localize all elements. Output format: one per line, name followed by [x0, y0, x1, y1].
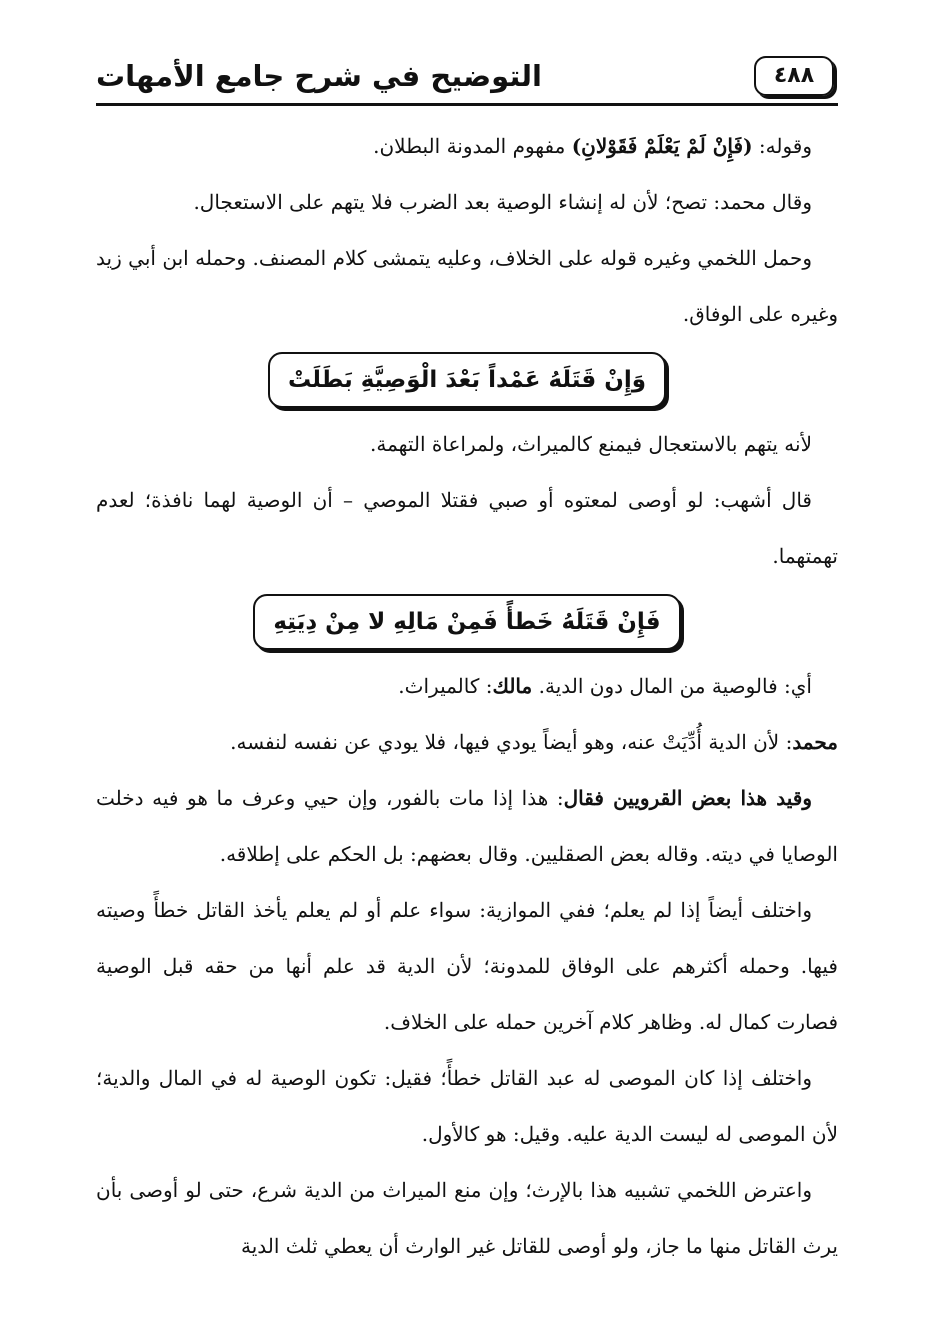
paragraph: واختلف أيضاً إذا لم يعلم؛ ففي الموازية: سواء علم أو لم يعلم يأخذ القاتل خطأً وصيته فيها. وحمله أكثرهم على الوفاق للمدونة؛ لأن الدية قد علم أنها من حقه قبل الوصية فصارت كمال له. وظاهر كلام آخرين حمله على الخلاف.: [96, 898, 838, 1034]
page-number: ٤٨٨: [754, 56, 834, 96]
paragraph: وقيد هذا بعض القرويين فقال: هذا إذا مات بالفور، وإن حيي وعرف ما هو فيه دخلت الوصايا في ديته. وقاله بعض الصقليين. وقال بعضهم: بل الحكم على إطلاقه.: [96, 786, 838, 866]
matn-text: فَإِنْ قَتَلَهُ خَطأً فَمِنْ مَالِهِ لا مِنْ دِيَتِهِ: [253, 594, 680, 650]
paragraph: واختلف إذا كان الموصى له عبد القاتل خطأً؛ فقيل: تكون الوصية له في المال والدية؛ لأن الموصى له ليست الدية عليه. وقيل: هو كالأول.: [96, 1066, 838, 1146]
paragraph: وقال محمد: تصح؛ لأن له إنشاء الوصية بعد الضرب فلا يتهم على الاستعجال.: [193, 190, 812, 214]
paragraph: وقوله: (فَإِنْ لَمْ يَعْلَمْ فَقَوْلانِ) مفهوم المدونة البطلان.: [373, 134, 812, 158]
paragraph: أي: فالوصية من المال دون الدية. مالك: كالميراث.: [398, 674, 812, 698]
paragraph: محمد: لأن الدية أُدِّيَتْ عنه، وهو أيضاً يودي فيها، فلا يودي عن نفسه لنفسه.: [230, 730, 838, 754]
header-divider: [96, 103, 838, 106]
scholar-name: محمد: [792, 730, 838, 754]
matn-text: وَإِنْ قَتَلَهُ عَمْداً بَعْدَ الْوَصِيَّةِ بَطَلَتْ: [268, 352, 666, 408]
book-title: التوضيح في شرح جامع الأمهات: [96, 59, 543, 93]
lead-phrase: وقيد هذا بعض القرويين فقال: [563, 786, 813, 810]
matn-block: [96, 594, 838, 650]
page-body: [96, 118, 838, 1274]
paragraph: لأنه يتهم بالاستعجال فيمنع كالميراث، ولمراعاة التهمة.: [370, 432, 812, 456]
paragraph: وحمل اللخمي وغيره قوله على الخلاف، وعليه يتمشى كلام المصنف. وحمله ابن أبي زيد وغيره على الوفاق.: [96, 246, 838, 326]
matn-block: [96, 352, 838, 408]
paragraph: قال أشهب: لو أوصى لمعتوه أو صبي فقتلا الموصي – أن الوصية لهما نافذة؛ لعدم تهمتهما.: [96, 488, 838, 568]
scholar-name: مالك: [492, 674, 533, 698]
running-header: [96, 52, 838, 104]
paragraph: واعترض اللخمي تشبيه هذا بالإرث؛ وإن منع الميراث من الدية شرع، حتى لو أوصى بأن يرث القاتل منها ما جاز، ولو أوصى للقاتل غير الوارث أن يعطي ثلث الدية: [96, 1178, 838, 1258]
quoted-matn: (فَإِنْ لَمْ يَعْلَمْ فَقَوْلانِ): [571, 134, 753, 158]
